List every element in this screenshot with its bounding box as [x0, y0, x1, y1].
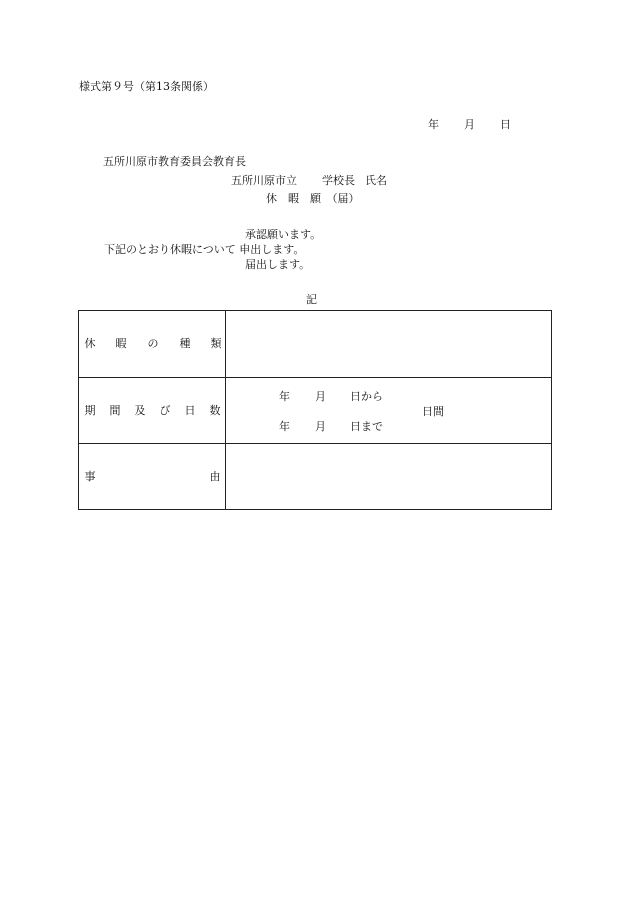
start-year-label: 年: [279, 390, 290, 403]
label-char: 事: [84, 469, 96, 483]
addressee: 五所川原市教育委員会教育長: [103, 155, 246, 168]
date-year-label: 年: [428, 118, 439, 131]
label-period: [79, 378, 226, 443]
label-reason: [79, 444, 226, 509]
end-day-label: 日まで: [350, 420, 383, 433]
ki-heading: 記: [306, 293, 317, 306]
label-char: 日: [184, 403, 196, 417]
date-line: [428, 118, 511, 132]
leave-table: [78, 310, 552, 510]
days-label: 日間: [422, 405, 444, 418]
body-line-main: 下記のとおり休暇について 申出します。: [104, 243, 305, 256]
label-char: 数: [209, 403, 221, 417]
start-day-label: 日から: [350, 390, 383, 403]
period-field[interactable]: [226, 378, 551, 443]
start-month-label: 月: [315, 390, 326, 403]
row-reason: [79, 443, 551, 509]
label-char: の: [147, 337, 159, 350]
label-char: 由: [209, 469, 221, 483]
body-line-approval: 承認願います。: [245, 228, 322, 241]
reason-field[interactable]: [226, 444, 551, 509]
end-month-label: 月: [315, 420, 326, 433]
label-char: 暇: [115, 337, 127, 350]
label-char: 類: [210, 337, 222, 350]
label-char: 及: [134, 403, 146, 417]
label-char: 種: [179, 337, 191, 350]
row-leave-type: [79, 311, 551, 377]
applicant-school-head: 学校長: [322, 174, 355, 187]
date-month-label: 月: [464, 118, 475, 131]
label-char: び: [159, 403, 171, 417]
applicant-name-label: 氏名: [365, 174, 387, 187]
applicant-line: [231, 174, 387, 188]
label-char: 間: [109, 403, 121, 417]
document-title: 休 暇 願 （届）: [266, 192, 360, 205]
form-number: 様式第９号（第13条関係）: [79, 80, 214, 93]
body-line-notification: 届出します。: [245, 258, 311, 271]
label-char: 休: [84, 337, 96, 350]
end-year-label: 年: [279, 420, 290, 433]
date-day-label: 日: [500, 118, 511, 131]
applicant-school-city: 五所川原市立: [231, 174, 297, 187]
leave-type-field[interactable]: [226, 311, 551, 377]
label-leave-type: [79, 311, 226, 377]
row-period: [79, 377, 551, 443]
label-char: 期: [84, 403, 96, 417]
